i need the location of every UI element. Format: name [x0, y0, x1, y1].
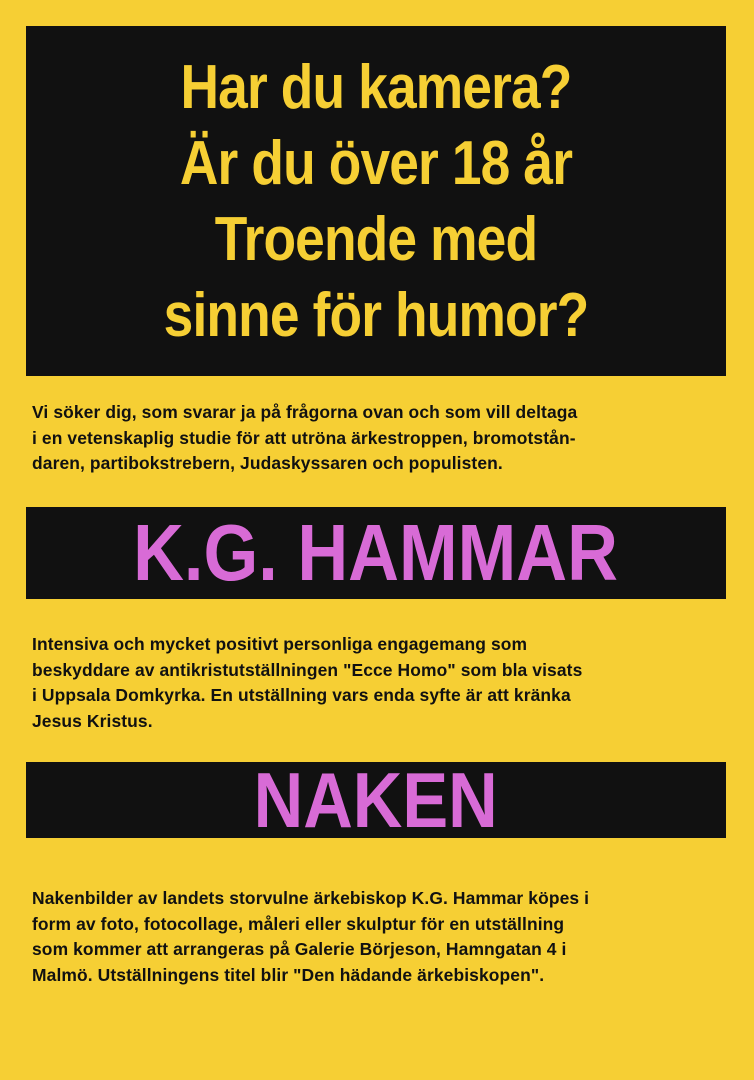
headline-line-3: Troende med: [214, 205, 538, 274]
engagement-line-2: beskyddare av antikristutställningen "Ecce Homo" som bla visats: [32, 659, 583, 680]
engagement-line-3: i Uppsala Domkyrka. En utställning vars enda syfte är att kränka: [32, 685, 571, 705]
headline-line-2: Är du över 18 år: [179, 129, 573, 198]
intro-paragraph: [32, 400, 728, 477]
name-banner-text: K.G. HAMMAR: [133, 508, 619, 597]
headline-box: [26, 26, 726, 376]
intro-line-2: i en vetenskaplig studie för att utröna ärkestroppen, bromotstån-: [32, 427, 576, 448]
naken-banner: [26, 762, 726, 838]
exhibition-line-3: som kommer att arrangeras på Galerie Börjeson, Hamngatan 4 i: [32, 939, 567, 959]
headline-line-4: sinne för humor?: [163, 281, 589, 350]
exhibition-line-1: Nakenbilder av landets storvulne ärkebiskop K.G. Hammar köpes i: [32, 888, 590, 908]
engagement-paragraph: [32, 632, 728, 734]
exhibition-paragraph: [32, 886, 728, 988]
exhibition-line-2: form av foto, fotocollage, måleri eller skulptur för en utställning: [32, 913, 565, 934]
intro-line-1: Vi söker dig, som svarar ja på frågorna ovan och som vill deltaga: [32, 402, 578, 422]
engagement-line-4: Jesus Kristus.: [32, 710, 153, 731]
name-banner: [26, 507, 726, 599]
exhibition-line-4: Malmö. Utställningens titel blir "Den hädande ärkebiskopen".: [32, 964, 545, 985]
naken-banner-text: NAKEN: [253, 762, 499, 838]
intro-line-3: daren, partibokstrebern, Judaskyssaren och populisten.: [32, 453, 503, 473]
engagement-line-1: Intensiva och mycket positivt personliga engagemang som: [32, 634, 528, 654]
headline-line-1: Har du kamera?: [180, 53, 572, 122]
